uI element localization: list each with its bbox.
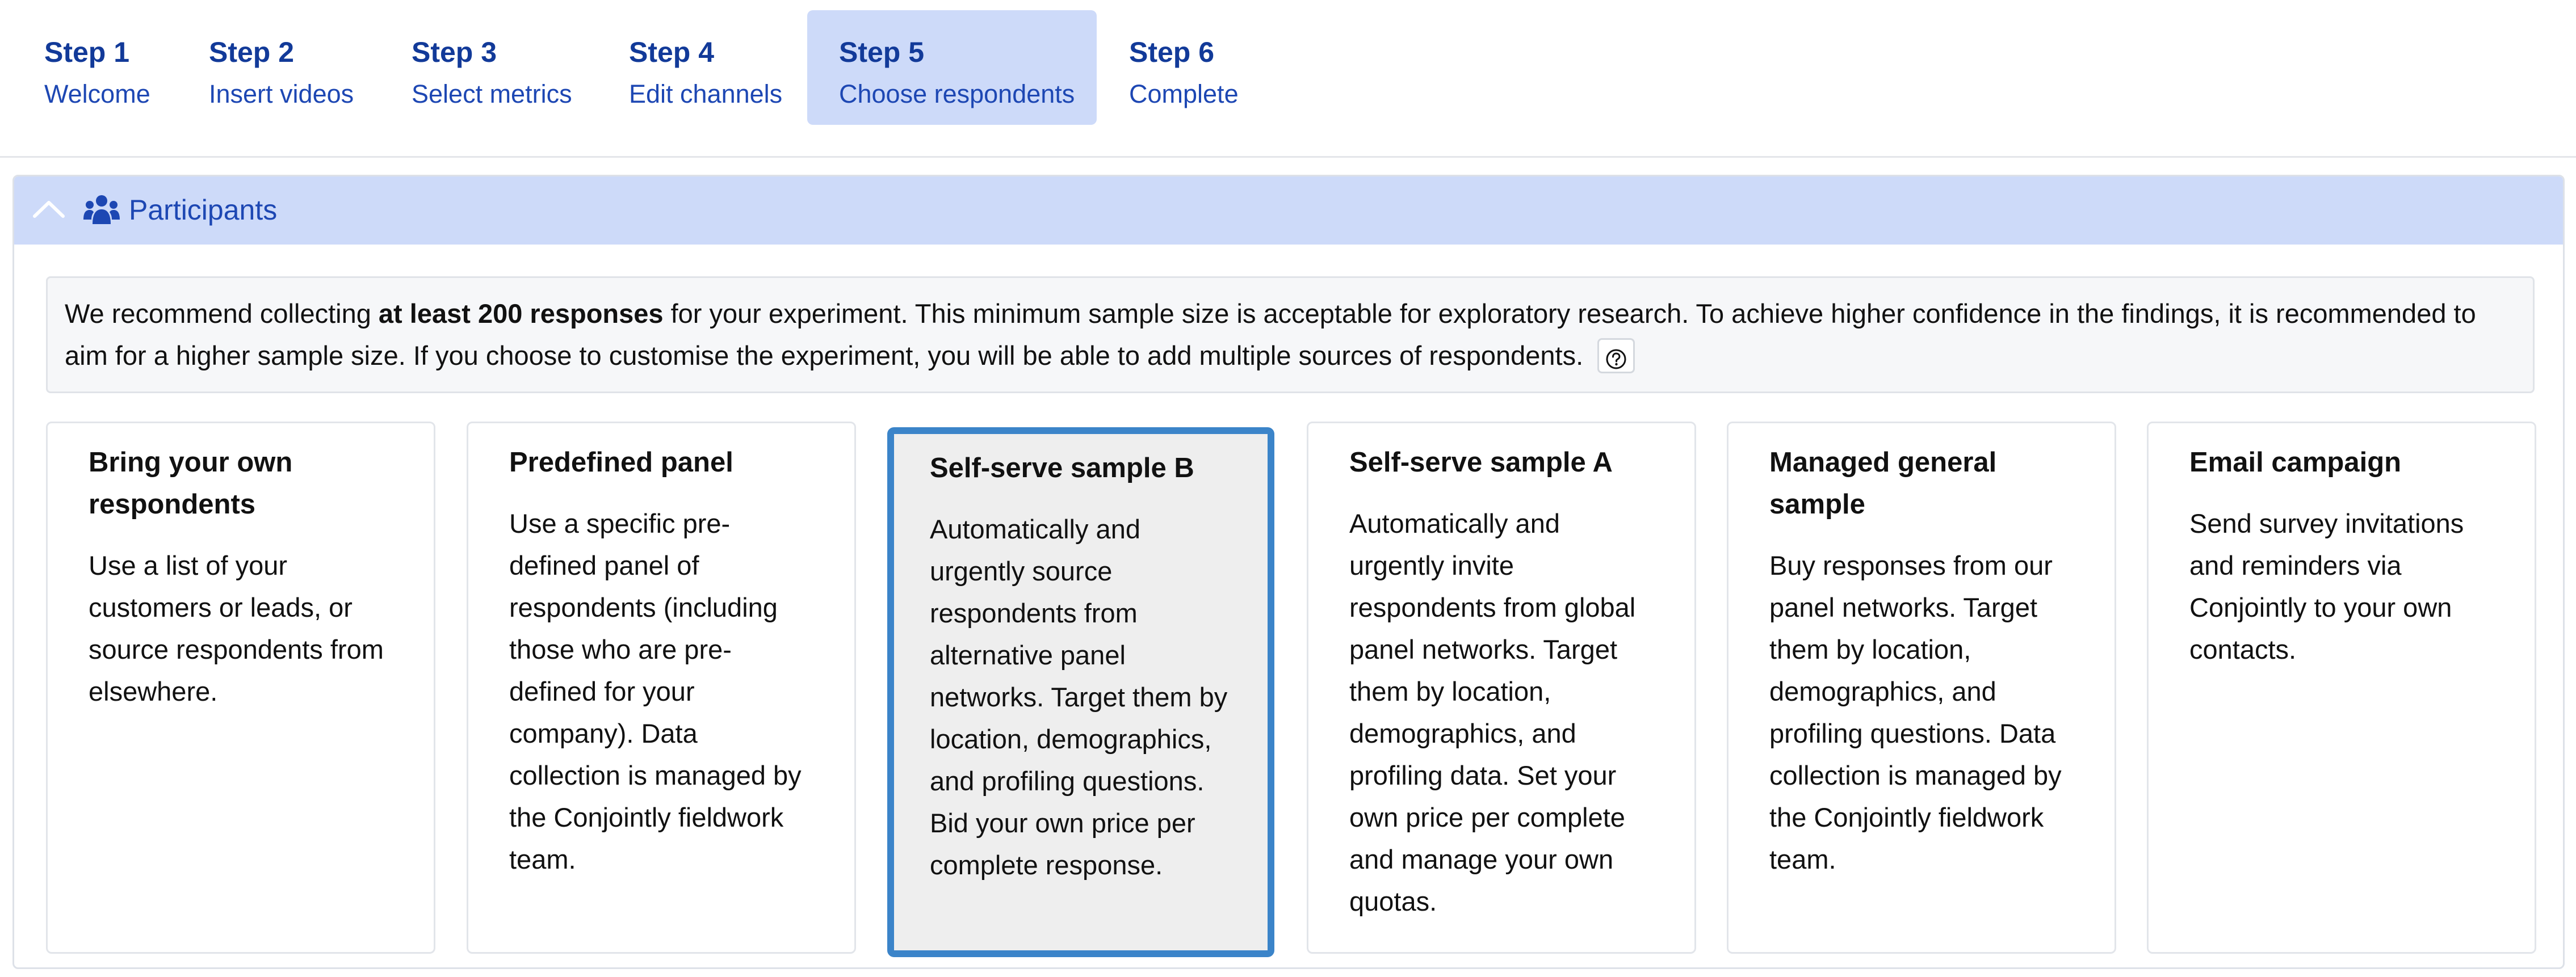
step-number: Step 4 <box>629 36 715 68</box>
card-description: Send survey invitations and reminders via Conjointly to your own contacts. <box>2189 508 2464 664</box>
option-card-email-campaign[interactable] <box>2147 422 2536 954</box>
card-title: Email campaign <box>2189 447 2402 478</box>
card-title: Predefined panel <box>509 447 733 478</box>
step-label: Complete <box>1129 79 1239 108</box>
step-label: Choose respondents <box>839 79 1075 108</box>
chevron-up-icon[interactable] <box>29 190 69 230</box>
step-4-edit-channels[interactable] <box>629 10 782 125</box>
step-number: Step 1 <box>44 36 130 68</box>
card-description: Buy responses from our panel networks. Target them by location, demographics, and profiling questions. Data collection is managed by the Conjointly fieldwork team. <box>1769 550 2062 874</box>
step-number: Step 5 <box>839 36 925 68</box>
step-number: Step 6 <box>1129 36 1215 68</box>
participants-panel <box>12 175 2565 969</box>
wizard-stepper <box>0 0 2576 158</box>
option-card-predefined-panel[interactable] <box>467 422 856 954</box>
help-button[interactable] <box>1597 338 1635 373</box>
users-icon <box>83 193 120 225</box>
option-card-self-serve-sample-a[interactable] <box>1307 422 1696 954</box>
step-3-select-metrics[interactable] <box>412 10 572 125</box>
card-description: Automatically and urgently source respondents from alternative panel networks. Target them by location, demographics, and profiling questions. Bid your own price per complete response. <box>930 514 1228 880</box>
sample-size-recommendation <box>46 276 2535 393</box>
option-card-self-serve-sample-b[interactable] <box>887 427 1274 957</box>
info-emphasis: at least 200 responses <box>378 298 664 329</box>
step-label: Welcome <box>44 79 150 108</box>
card-description: Use a specific pre-defined panel of respondents (including those who are pre-defined for your company). Data collection is managed by the Conjointly fieldwork team. <box>509 508 802 874</box>
participants-panel-header[interactable] <box>14 176 2563 245</box>
option-card-bring-your-own[interactable] <box>46 422 435 954</box>
option-card-managed-general-sample[interactable] <box>1727 422 2116 954</box>
panel-title: Participants <box>129 194 278 226</box>
step-label: Select metrics <box>412 79 572 108</box>
step-6-complete[interactable] <box>1129 10 1239 125</box>
card-title: Self-serve sample B <box>930 453 1194 483</box>
step-label: Edit channels <box>629 79 783 108</box>
step-number: Step 3 <box>412 36 497 68</box>
step-2-insert-videos[interactable] <box>209 10 354 125</box>
card-title: Managed general sample <box>1769 447 1997 520</box>
info-text-after: for your experiment. This minimum sample size is acceptable for exploratory research. To achieve higher confidence in the findings, it is recommended to aim for a higher sample size. If you choose to customise the experiment, you will be able to add multiple sources of respondents. <box>65 298 2476 370</box>
step-5-choose-respondents[interactable] <box>807 10 1097 125</box>
card-description: Use a list of your customers or leads, or source respondents from elsewhere. <box>89 550 384 706</box>
card-title: Self-serve sample A <box>1349 447 1613 478</box>
step-label: Insert videos <box>209 79 354 108</box>
step-number: Step 2 <box>209 36 295 68</box>
card-title: Bring your own respondents <box>89 447 293 520</box>
card-description: Automatically and urgently invite respondents from global panel networks. Target them by location, demographics, and profiling data. Set your own price per complete and manage your own quotas. <box>1349 508 1636 916</box>
info-text-before: We recommend collecting <box>65 298 379 329</box>
step-1-welcome[interactable] <box>44 10 150 125</box>
question-circle-icon <box>1605 348 1627 370</box>
